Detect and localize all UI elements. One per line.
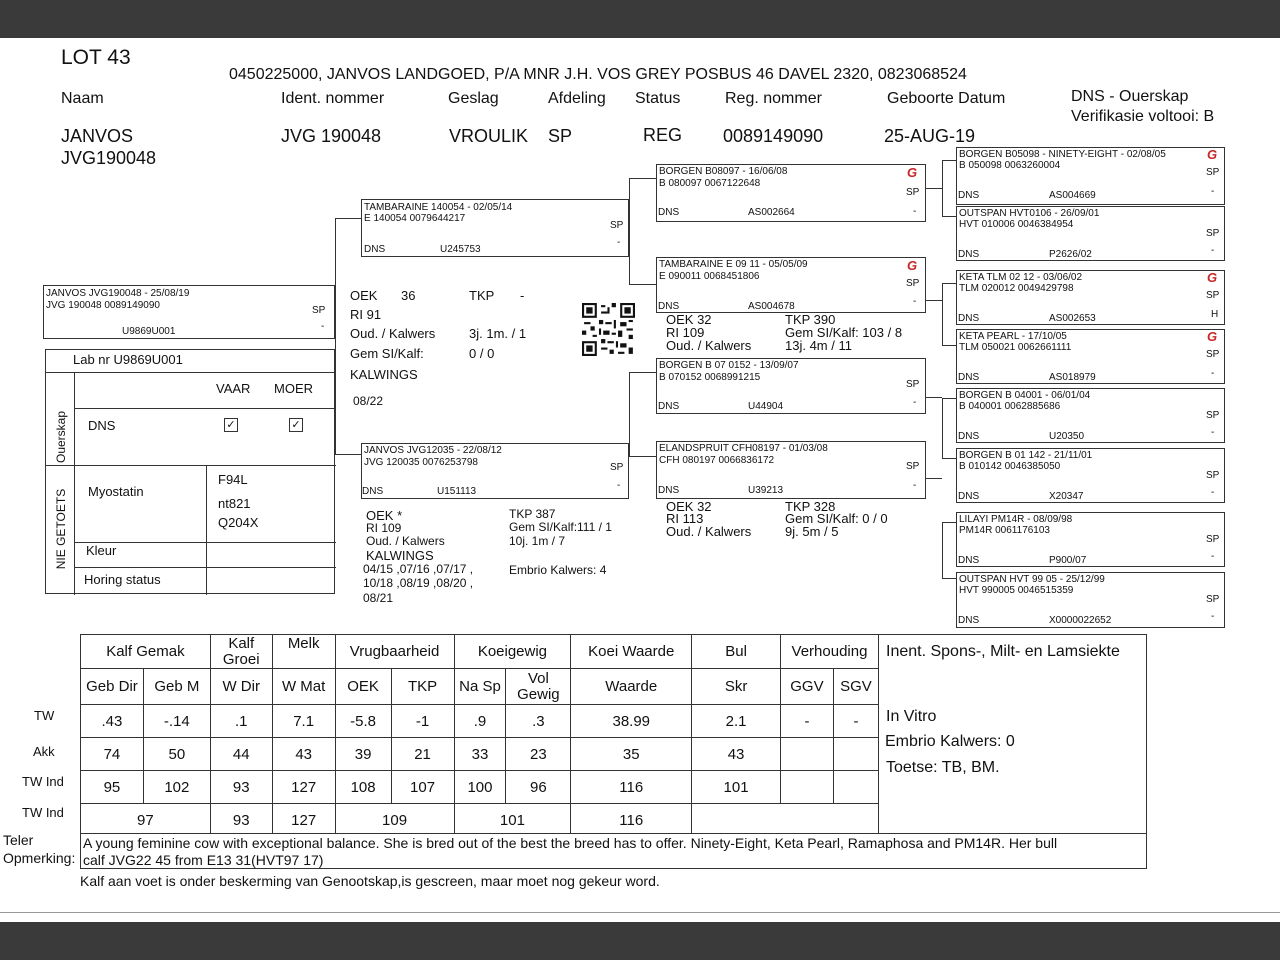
pedigree-line [942, 345, 956, 346]
toetse-text: Toetse: TB, BM. [886, 759, 1000, 776]
sub-header: Na Sp [454, 669, 506, 705]
myostatin-f94l: F94L [218, 472, 248, 487]
box-ids: TLM 050021 0062661111 [959, 342, 1072, 353]
box-dash: - [913, 206, 917, 217]
akk-cell: 35 [571, 738, 692, 771]
box-dash: - [1211, 186, 1215, 197]
sub-header: W Dir [210, 669, 272, 705]
sub-header: Vol Gewig [506, 669, 571, 705]
sire-oek-label: OEK [350, 288, 378, 303]
box-code: P900/07 [1049, 555, 1087, 566]
box-title: OUTSPAN HVT0106 - 26/09/01 [959, 208, 1100, 219]
twind-cell: 102 [143, 771, 210, 804]
box-sp: SP [906, 278, 920, 289]
pedigree-line [629, 372, 656, 373]
box-code: AS004669 [1049, 190, 1096, 201]
sub-header: W Mat [272, 669, 335, 705]
pedigree-line [629, 372, 630, 456]
sire-pedigree-box [361, 199, 629, 257]
pedigree-line [926, 300, 942, 301]
society-logo-icon: G [1207, 329, 1218, 344]
great-grandparent-box [956, 572, 1225, 628]
sire-sire-box [656, 164, 926, 222]
sub-header: Waarde [571, 669, 692, 705]
tw-cell: - [780, 705, 833, 738]
myostatin-label: Myostatin [88, 484, 144, 499]
twind-cell: 96 [506, 771, 571, 804]
vaar-checkbox: ✓ [224, 418, 238, 432]
pedigree-line [629, 178, 656, 179]
box-title: TAMBARAINE E 09 11 - 05/05/09 [659, 259, 808, 270]
box-title: TAMBARAINE 140054 - 02/05/14 [364, 202, 513, 213]
pedigree-line [629, 178, 630, 284]
dam-oud-value: 10j. 1m / 7 [509, 534, 566, 548]
box-ids: B 080097 0067122648 [659, 178, 761, 189]
group-header: Kalf Gemak [81, 635, 211, 669]
bottom-bar [0, 922, 1280, 960]
group-header: Melk [272, 635, 335, 669]
sub-header: Skr [692, 669, 781, 705]
box-code: U39213 [748, 485, 784, 496]
animal-geslag: VROULIK [449, 126, 529, 146]
box-dns: DNS [958, 249, 980, 260]
dd-oud-label: Oud. / Kalwers [666, 524, 752, 539]
dam-ri: RI 109 [366, 521, 402, 535]
horing-label: Horing status [84, 572, 161, 587]
great-grandparent-box [956, 512, 1225, 567]
box-dash: - [617, 480, 621, 491]
teler-label: Teler [3, 832, 34, 848]
box-title: BORGEN B 04001 - 06/01/04 [959, 390, 1091, 401]
box-dash: - [1211, 245, 1215, 256]
dam-pedigree-box [361, 443, 629, 499]
side-info-box [879, 634, 1147, 834]
box-title: BORGEN B 07 0152 - 13/09/07 [659, 360, 799, 371]
header-verifikasie: Verifikasie voltooi: B [1071, 108, 1215, 125]
lab-box [45, 349, 335, 594]
tw-cell: - [833, 705, 878, 738]
akk-cell: 50 [143, 738, 210, 771]
header-status: Status [635, 90, 681, 107]
sd-oud-label: Oud. / Kalwers [666, 338, 752, 353]
animal-name-1: JANVOS [61, 126, 134, 146]
box-dns: DNS [658, 207, 680, 218]
header-geslag: Geslag [448, 90, 499, 107]
sire-gem-label: Gem SI/Kalf: [350, 346, 424, 361]
tw-cell: .9 [454, 705, 506, 738]
pedigree-line [942, 216, 956, 217]
box-ids: TLM 020012 0049429798 [959, 283, 1074, 294]
twind-cell: 107 [391, 771, 454, 804]
akk-cell: 43 [272, 738, 335, 771]
lab-vaar: VAAR [216, 381, 251, 396]
dd-oud-value: 9j. 5m / 5 [785, 524, 839, 539]
sire-dam-box [656, 257, 926, 313]
box-dash: - [913, 296, 917, 307]
lot-number: LOT 43 [61, 46, 131, 69]
box-ids: CFH 080197 0066836172 [659, 455, 775, 466]
opmerking-label: Opmerking: [3, 850, 76, 866]
nie-getoets-label: NIE GETOETS [54, 488, 68, 570]
akk-cell [780, 738, 833, 771]
dam-oek: OEK * [366, 508, 403, 523]
box-title: JANVOS JVG190048 - 25/08/19 [46, 288, 190, 299]
sub-header: Geb M [143, 669, 210, 705]
box-dns: DNS [958, 491, 980, 502]
header-naam: Naam [61, 90, 104, 107]
header-geboorte: Geboorte Datum [887, 90, 1006, 107]
dam-embrio: Embrio Kalwers: 4 [509, 563, 607, 577]
twind-cell: 108 [335, 771, 391, 804]
twind-cell: 95 [81, 771, 144, 804]
sd-oud-value: 13j. 4m / 11 [785, 338, 852, 353]
header-reg: Reg. nommer [725, 90, 822, 107]
tw-cell: .3 [506, 705, 571, 738]
twind2-cell [692, 804, 781, 837]
divider [206, 465, 207, 595]
society-logo-icon: G [907, 258, 918, 273]
akk-cell: 21 [391, 738, 454, 771]
pedigree-line [629, 456, 656, 457]
twind-cell: 127 [272, 771, 335, 804]
great-grandparent-box [956, 270, 1225, 325]
box-title: BORGEN B 01 142 - 21/11/01 [959, 450, 1093, 461]
box-ids: B 050098 0063260004 [959, 160, 1061, 171]
box-sp: SP [610, 462, 624, 473]
animal-name-2: JVG190048 [61, 148, 157, 168]
box-dash: - [1211, 368, 1215, 379]
box-dash: - [1211, 427, 1215, 438]
box-title: OUTSPAN HVT 99 05 - 25/12/99 [959, 574, 1105, 585]
group-header: Koeigewig [454, 635, 571, 669]
box-sp: SP [906, 187, 920, 198]
pedigree-line [942, 578, 956, 579]
row-label-akk: Akk [33, 744, 55, 759]
box-dns: DNS [958, 190, 980, 201]
society-logo-icon: G [907, 165, 918, 180]
dam-sire-box [656, 358, 926, 414]
great-grandparent-box [956, 329, 1225, 384]
akk-cell: 23 [506, 738, 571, 771]
box-dns: DNS [658, 301, 680, 312]
box-code: U245753 [440, 244, 481, 255]
akk-cell: 43 [692, 738, 781, 771]
box-code: X0000022652 [1049, 615, 1112, 626]
box-code: U20350 [1049, 431, 1085, 442]
animal-ident: JVG 190048 [281, 126, 382, 146]
divider [74, 408, 336, 409]
group-header: Koei Waarde [571, 635, 692, 669]
akk-cell: 74 [81, 738, 144, 771]
box-dash: H [1211, 309, 1219, 320]
divider [46, 372, 336, 373]
animal-geboorte: 25-AUG-19 [884, 126, 976, 146]
tw-cell: 2.1 [692, 705, 781, 738]
sire-oek-value: 36 [401, 288, 416, 303]
box-ids: B 010142 0046385050 [959, 461, 1061, 472]
twind2-cell: 116 [571, 804, 692, 837]
box-dns: DNS [958, 555, 980, 566]
box-dns: DNS [362, 486, 384, 497]
box-title: LILAYI PM14R - 08/09/98 [959, 514, 1073, 525]
sd-oek: OEK 32 [666, 312, 712, 327]
box-sp: SP [906, 461, 920, 472]
sire-gem-value: 0 / 0 [469, 346, 495, 361]
akk-cell: 33 [454, 738, 506, 771]
society-logo-icon: G [1207, 147, 1218, 162]
pedigree-line [942, 458, 956, 459]
sub-header: SGV [833, 669, 878, 705]
box-dns: DNS [658, 485, 680, 496]
pedigree-line [926, 397, 942, 398]
ouerskap-label: Ouerskap [54, 410, 68, 464]
twind-cell: 116 [571, 771, 692, 804]
box-sp: SP [1206, 228, 1220, 239]
box-title: BORGEN B08097 - 16/06/08 [659, 166, 788, 177]
box-dns: DNS [958, 431, 980, 442]
dam-oud-label: Oud. / Kalwers [366, 534, 445, 548]
pedigree-line [942, 398, 956, 399]
twind2-cell: 109 [335, 804, 454, 837]
pedigree-line [926, 478, 942, 479]
kleur-label: Kleur [86, 543, 117, 558]
tw-cell: .1 [210, 705, 272, 738]
dam-tkp: TKP 387 [509, 507, 556, 521]
box-ids: B 040001 0062885686 [959, 401, 1061, 412]
group-header: Verhouding [780, 635, 878, 669]
box-title: KETA TLM 02 12 - 03/06/02 [959, 272, 1083, 283]
sub-header: TKP [391, 669, 454, 705]
header-afdeling: Afdeling [548, 90, 606, 107]
box-dash: - [913, 480, 917, 491]
box-sp: SP [1206, 290, 1220, 301]
akk-cell: 39 [335, 738, 391, 771]
tw-cell: -1 [391, 705, 454, 738]
remarks-line1: A young feminine cow with exceptional balance. She is bred out of the best the breed has to offer. Ninety-Eight, Keta Pearl, Ramaphosa and PM14R. Her bull [83, 835, 1058, 851]
animal-reg: 0089149090 [723, 126, 824, 146]
box-dns: DNS [958, 372, 980, 383]
in-vitro-text: In Vitro [886, 708, 937, 725]
box-sp: SP [1206, 167, 1220, 178]
box-title: JANVOS JVG12035 - 22/08/12 [364, 445, 502, 456]
box-dns: DNS [658, 401, 680, 412]
myostatin-q204x: Q204X [218, 515, 259, 530]
sire-kalwings-value: 08/22 [353, 394, 384, 408]
box-dash: - [617, 237, 621, 248]
tw-cell: -5.8 [335, 705, 391, 738]
dd-gem: Gem SI/Kalf: 0 / 0 [785, 511, 888, 526]
group-header: Kalf Groei [210, 635, 272, 669]
box-code: U44904 [748, 401, 784, 412]
box-ids: HVT 990005 0046515359 [959, 585, 1074, 596]
box-sp: SP [312, 305, 326, 316]
qr-code-icon [582, 303, 635, 356]
sire-kalwings-label: KALWINGS [350, 367, 418, 382]
akk-cell [833, 738, 878, 771]
header-dns-ouerskap: DNS - Ouerskap [1071, 88, 1189, 105]
twind-cell [780, 771, 833, 804]
box-code: P2626/02 [1049, 249, 1092, 260]
moer-checkbox: ✓ [289, 418, 303, 432]
dam-dam-box [656, 441, 926, 499]
twind-cell: 101 [692, 771, 781, 804]
row-label-twind: TW Ind [22, 774, 64, 789]
box-dash: - [321, 321, 325, 332]
twind2-cell: 101 [454, 804, 571, 837]
sub-header: GGV [780, 669, 833, 705]
box-ids: JVG 190048 0089149090 [46, 300, 160, 311]
box-ids: PM14R 0061176103 [959, 525, 1050, 536]
inent-text: Inent. Spons-, Milt- en Lamsiekte [886, 643, 1120, 660]
lab-number: Lab nr U9869U001 [73, 352, 183, 367]
sire-tkp-value: - [520, 288, 525, 303]
sd-gem: Gem SI/Kalf: 103 / 8 [785, 325, 903, 340]
box-ids: HVT 010006 0046384954 [959, 219, 1074, 230]
box-dash: - [1211, 487, 1215, 498]
divider [74, 567, 336, 568]
lab-dns: DNS [88, 418, 116, 433]
box-ids: E 140054 0079644217 [364, 213, 466, 224]
box-code: AS004678 [748, 301, 795, 312]
box-sp: SP [1206, 410, 1220, 421]
tw-cell: 38.99 [571, 705, 692, 738]
tw-cell: -.14 [143, 705, 210, 738]
remarks-line2: calf JVG22 45 from E13 31(HVT97 17) [83, 852, 324, 868]
twind2-cell: 97 [81, 804, 211, 837]
pedigree-line [926, 188, 942, 189]
box-sp: SP [610, 220, 624, 231]
dd-ri: RI 113 [666, 511, 704, 526]
dam-kalwings-line3: 08/21 [363, 591, 394, 605]
sire-oud-value: 3j. 1m. / 1 [469, 326, 527, 341]
sd-tkp: TKP 390 [785, 312, 836, 327]
box-sp: SP [1206, 349, 1220, 360]
animal-afdeling: SP [548, 126, 573, 146]
box-code: AS018979 [1049, 372, 1096, 383]
box-code: AS002653 [1049, 313, 1096, 324]
pedigree-line [629, 284, 656, 285]
tw-cell: .43 [81, 705, 144, 738]
footer-note: Kalf aan voet is onder beskerming van Genootskap,is gescreen, maar moet nog gekeur word. [80, 873, 660, 889]
box-title: BORGEN B05098 - NINETY-EIGHT - 02/08/05 [959, 149, 1166, 160]
group-header: Vrugbaarheid [335, 635, 454, 669]
top-bar [0, 0, 1280, 38]
great-grandparent-box [956, 388, 1225, 443]
pedigree-line [942, 522, 943, 578]
pedigree-line [942, 160, 956, 161]
group-header: Bul [692, 635, 781, 669]
dd-oek: OEK 32 [666, 499, 712, 514]
lab-moer: MOER [274, 381, 313, 396]
sire-tkp-label: TKP [469, 288, 495, 303]
header-ident: Ident. nommer [281, 90, 385, 107]
pedigree-line [942, 283, 956, 284]
performance-table [80, 634, 879, 837]
dam-kalwings-line1: 04/15 ,07/16 ,07/17 , [363, 562, 474, 576]
sire-oud-label: Oud. / Kalwers [350, 326, 436, 341]
row-label-tw: TW [34, 708, 55, 723]
box-dash: - [1211, 611, 1215, 622]
twind-cell: 100 [454, 771, 506, 804]
dam-gem: Gem SI/Kalf:111 / 1 [509, 520, 612, 534]
box-code: U151113 [437, 486, 477, 497]
society-logo-icon: G [1207, 270, 1218, 285]
box-sp: SP [1206, 470, 1220, 481]
divider [74, 372, 75, 595]
akk-cell: 44 [210, 738, 272, 771]
remarks-box [80, 833, 1147, 869]
box-dns: DNS [364, 244, 386, 255]
box-dash: - [913, 397, 917, 408]
box-code: X20347 [1049, 491, 1084, 502]
myostatin-nt821: nt821 [218, 496, 251, 511]
twind-cell: 93 [210, 771, 272, 804]
bottom-divider [0, 912, 1280, 913]
box-sp: SP [1206, 594, 1220, 605]
box-code: AS002664 [748, 207, 795, 218]
sd-ri: RI 109 [666, 325, 705, 340]
box-dash: - [1211, 551, 1215, 562]
great-grandparent-box [956, 147, 1225, 205]
pedigree-line [942, 283, 943, 345]
pedigree-line [942, 160, 943, 216]
twind2-cell [833, 804, 878, 837]
sire-ri: RI 91 [350, 307, 382, 322]
great-grandparent-box [956, 206, 1225, 261]
animal-status: REG [643, 125, 683, 145]
box-title: KETA PEARL - 17/10/05 [959, 331, 1067, 342]
pedigree-line [942, 398, 943, 458]
box-dns: DNS [958, 313, 980, 324]
box-code: U9869U001 [122, 326, 176, 337]
pedigree-line [335, 218, 336, 454]
box-ids: B 070152 0068991215 [659, 372, 761, 383]
divider [46, 465, 336, 466]
great-grandparent-box [956, 448, 1225, 503]
self-pedigree-box [43, 285, 335, 339]
box-dns: DNS [958, 615, 980, 626]
twind2-cell: 127 [272, 804, 335, 837]
row-label-twind-2: TW Ind [22, 805, 64, 820]
box-sp: SP [1206, 534, 1220, 545]
pedigree-line [335, 454, 361, 455]
box-ids: E 090011 0068451806 [659, 271, 760, 282]
dam-kalwings-label: KALWINGS [366, 548, 434, 563]
dd-tkp: TKP 328 [785, 499, 836, 514]
pedigree-line [335, 218, 361, 219]
box-title: ELANDSPRUIT CFH08197 - 01/03/08 [659, 443, 828, 454]
tw-cell: 7.1 [272, 705, 335, 738]
sub-header: OEK [335, 669, 391, 705]
dam-kalwings-line2: 10/18 ,08/19 ,08/20 , [363, 576, 474, 590]
sub-header: Geb Dir [81, 669, 144, 705]
embrio-text: Embrio Kalwers: 0 [885, 733, 1015, 750]
twind2-cell [780, 804, 833, 837]
box-sp: SP [906, 379, 920, 390]
twind2-cell: 93 [210, 804, 272, 837]
pedigree-line [942, 522, 956, 523]
owner-line: 0450225000, JANVOS LANDGOED, P/A MNR J.H. VOS GREY POSBUS 46 DAVEL 2320, 0823068524 [229, 66, 967, 83]
box-ids: JVG 120035 0076253798 [364, 457, 478, 468]
twind-cell [833, 771, 878, 804]
